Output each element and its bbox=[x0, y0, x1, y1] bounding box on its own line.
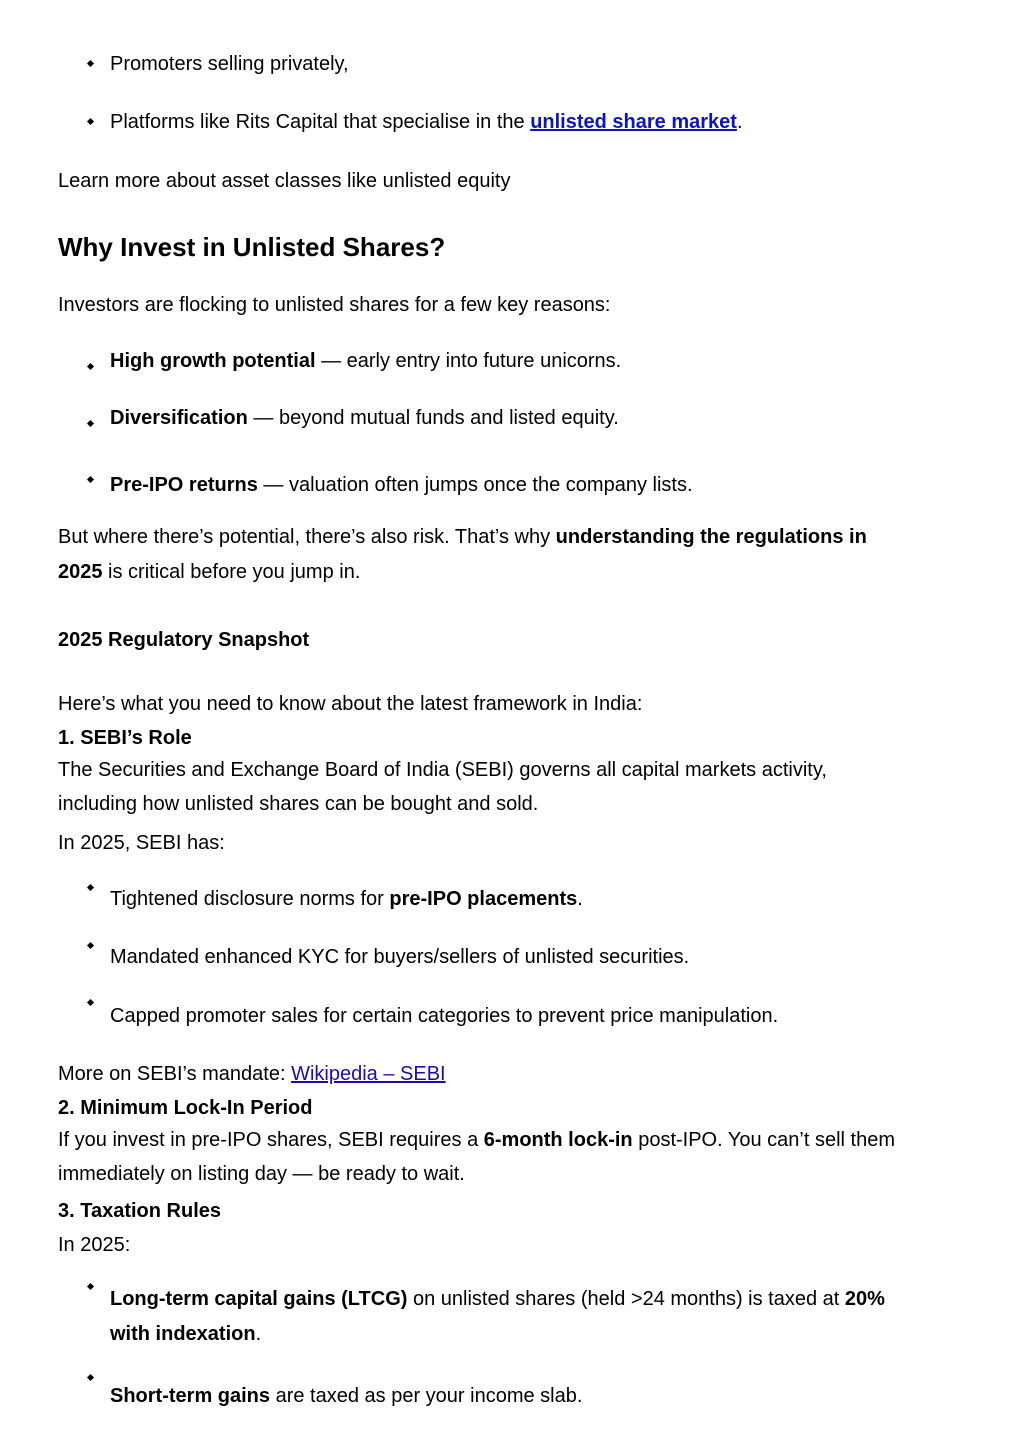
lockin-heading: 2. Minimum Lock-In Period bbox=[58, 1097, 313, 1119]
why-invest-heading: Why Invest in Unlisted Shares? bbox=[58, 232, 446, 262]
risk-paragraph-line1 bbox=[58, 525, 867, 549]
bullet-icon bbox=[87, 942, 94, 949]
ltcg-indexation: with indexation bbox=[110, 1323, 256, 1345]
ltcg-title: Long-term capital gains (LTCG) bbox=[110, 1288, 408, 1310]
why-intro-text: Investors are flocking to unlisted shares for a few key reasons: bbox=[58, 294, 611, 316]
sebi-item-punct: . bbox=[577, 888, 583, 910]
bullet-icon bbox=[87, 420, 94, 427]
bullet-icon bbox=[87, 60, 94, 67]
reason-title: Pre-IPO returns bbox=[110, 474, 258, 496]
unlisted-share-market-link[interactable]: unlisted share market bbox=[530, 111, 737, 133]
reason-desc: — early entry into future unicorns. bbox=[315, 350, 622, 372]
sebi-role-heading: 1. SEBI’s Role bbox=[58, 727, 192, 749]
stcg-text: are taxed as per your income slab. bbox=[270, 1385, 583, 1407]
lockin-text: post-IPO. You can’t sell them bbox=[632, 1129, 896, 1151]
lockin-text-line2: immediately on listing day — be ready to wait. bbox=[58, 1163, 465, 1185]
bullet-icon bbox=[87, 1283, 94, 1290]
bullet-icon bbox=[87, 118, 94, 125]
risk-year: 2025 bbox=[58, 561, 103, 583]
sebi-item-emphasis: pre-IPO placements bbox=[389, 888, 578, 910]
list-item bbox=[110, 1287, 885, 1311]
reason-desc: — beyond mutual funds and listed equity. bbox=[247, 407, 619, 429]
bullet-icon bbox=[87, 1374, 94, 1381]
sebi-item-text: Tightened disclosure norms for bbox=[110, 888, 390, 910]
mandate-text: More on SEBI’s mandate: bbox=[58, 1063, 292, 1085]
ltcg-rate: 20% bbox=[844, 1288, 885, 1310]
lockin-text-line1 bbox=[58, 1128, 895, 1152]
bullet-icon bbox=[87, 363, 94, 370]
lockin-text: If you invest in pre-IPO shares, SEBI requires a bbox=[58, 1129, 484, 1151]
reason-title: High growth potential bbox=[110, 350, 316, 372]
risk-text: But where there’s potential, there’s also risk. That’s why bbox=[58, 526, 556, 548]
taxation-heading: 3. Taxation Rules bbox=[58, 1200, 222, 1222]
list-item bbox=[110, 1004, 778, 1028]
learn-more-text: Learn more about asset classes like unlisted equity bbox=[58, 170, 511, 192]
list-item bbox=[110, 945, 689, 969]
list-item bbox=[110, 110, 743, 134]
snapshot-heading: 2025 Regulatory Snapshot bbox=[58, 629, 310, 651]
bullet-icon bbox=[87, 884, 94, 891]
ltcg-text: on unlisted shares (held >24 months) is taxed at bbox=[407, 1288, 845, 1310]
sebi-has-text: In 2025, SEBI has: bbox=[58, 832, 225, 854]
reason-desc: — valuation often jumps once the company lists. bbox=[257, 474, 693, 496]
wikipedia-sebi-link[interactable]: Wikipedia – SEBI bbox=[291, 1063, 446, 1085]
sebi-mandate-line bbox=[58, 1062, 446, 1086]
list-item bbox=[110, 349, 621, 373]
risk-text: is critical before you jump in. bbox=[102, 561, 361, 583]
sebi-item-text: Mandated enhanced KYC for buyers/sellers of unlisted securities. bbox=[110, 946, 690, 968]
list-item bbox=[110, 52, 349, 76]
bullet-icon bbox=[87, 999, 94, 1006]
list-item bbox=[110, 1384, 582, 1408]
sebi-item-text: Capped promoter sales for certain categories to prevent price manipulation. bbox=[110, 1005, 779, 1027]
list-item-text: Promoters selling privately, bbox=[110, 53, 349, 75]
list-item-punct: . bbox=[736, 111, 743, 133]
sebi-text-line1: The Securities and Exchange Board of India (SEBI) governs all capital markets activity, bbox=[58, 759, 827, 781]
lockin-emphasis: 6-month lock-in bbox=[483, 1129, 633, 1151]
risk-paragraph-line2 bbox=[58, 560, 360, 584]
taxation-intro: In 2025: bbox=[58, 1234, 131, 1256]
reason-title: Diversification bbox=[110, 407, 248, 429]
risk-emphasis: understanding the regulations in bbox=[555, 526, 867, 548]
stcg-title: Short-term gains bbox=[110, 1385, 271, 1407]
list-item-continuation bbox=[110, 1322, 261, 1346]
list-item bbox=[110, 473, 693, 497]
list-item bbox=[110, 406, 619, 430]
bullet-icon bbox=[87, 476, 94, 483]
list-item-text: Platforms like Rits Capital that specialise in the bbox=[110, 111, 531, 133]
ltcg-punct: . bbox=[255, 1323, 262, 1345]
list-item bbox=[110, 887, 583, 911]
snapshot-intro: Here’s what you need to know about the latest framework in India: bbox=[58, 693, 643, 715]
sebi-text-line2: including how unlisted shares can be bought and sold. bbox=[58, 793, 539, 815]
